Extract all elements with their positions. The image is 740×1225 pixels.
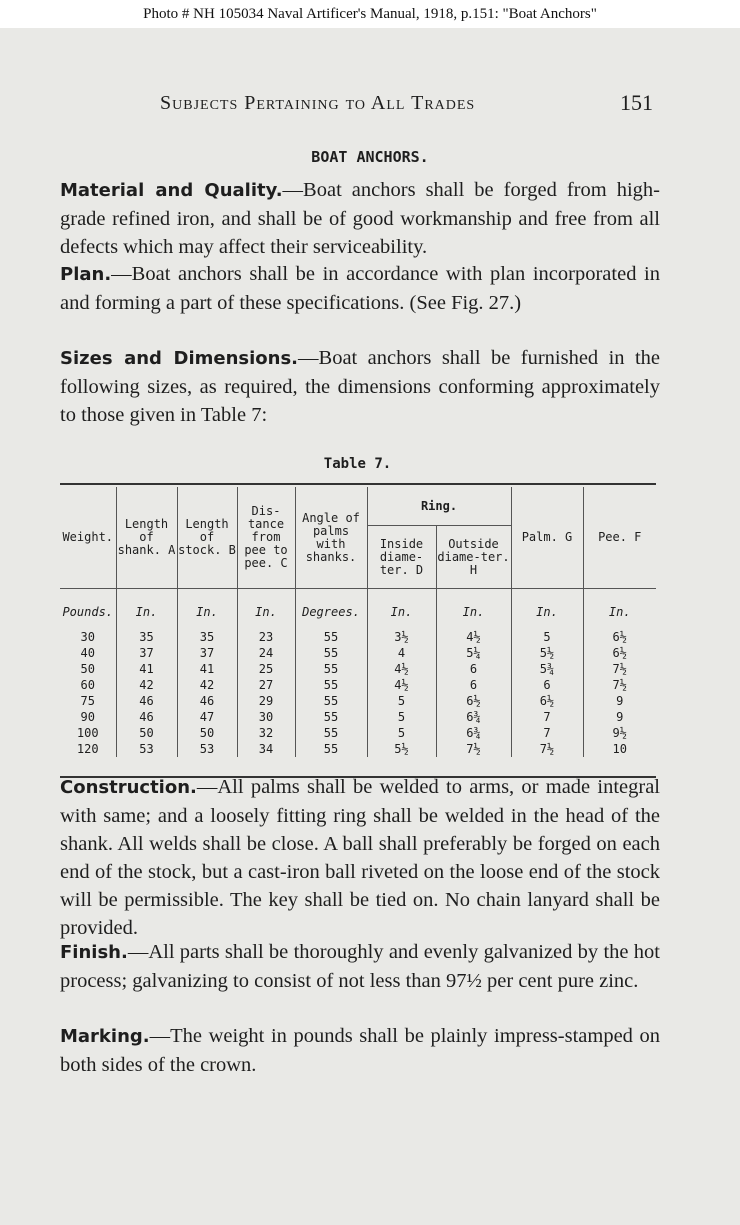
paragraph-body: —All parts shall be thoroughly and evenly galvanized by the hot process; galvanizing to consist of not less than 97½ per cent pure zinc. [60, 941, 660, 992]
table-row [60, 677, 656, 693]
table-cell: 5½ [367, 741, 436, 757]
table-cell: 5 [367, 693, 436, 709]
table-cell: 42 [116, 677, 177, 693]
table-cell: 47 [177, 709, 237, 725]
table-cell: 7 [511, 725, 583, 741]
table-cell: 27 [237, 677, 295, 693]
table-cell: 55 [295, 629, 367, 645]
table-cell: 5½ [511, 645, 583, 661]
table-row [60, 709, 656, 725]
table-cell: 42 [177, 677, 237, 693]
book-page [0, 28, 740, 1225]
table-cell: 55 [295, 725, 367, 741]
table-cell: 46 [116, 693, 177, 709]
paragraph-sizes [60, 344, 660, 429]
table-cell: 50 [80, 662, 95, 676]
table-cell: 120 [76, 742, 99, 756]
table-cell: 53 [177, 741, 237, 757]
paragraph-body: —Boat anchors shall be forged from high-grade refined iron, and shall be of good workmanship and free from all defects which may affect their serviceability. [60, 179, 660, 258]
table-cell: 9 [583, 709, 656, 725]
unit-cell: In. [436, 589, 511, 630]
table-top-rule [60, 483, 656, 485]
paragraph-heading: Sizes and Dimensions. [60, 348, 299, 369]
paragraph-body: —All palms shall be welded to arms, or made integral with same; and a loosely fitting ring shall be welded in the head of the shank. All welds shall be close. A ball shall preferably be forged on each end of the stock, but a cast-iron ball riveted on the loose end of the stock will be permissible. The key shall be tied on. No chain lanyard shall be provided. [60, 776, 660, 939]
table-cell: 5¼ [436, 645, 511, 661]
running-head: Subjects Pertaining to All Trades [160, 92, 476, 114]
table-cell: 30 [237, 709, 295, 725]
table-cell: 41 [116, 661, 177, 677]
table-cell: 25 [237, 661, 295, 677]
table-cell: 55 [295, 661, 367, 677]
table-cell: 4½ [436, 629, 511, 645]
table-cell: 75 [80, 694, 95, 708]
table-cell: 46 [116, 709, 177, 725]
table-cell: 7½ [583, 677, 656, 693]
table-row [60, 741, 656, 757]
table-cell: 7 [511, 709, 583, 725]
table-cell: 9½ [583, 725, 656, 741]
photo-caption: Photo # NH 105034 Naval Artificer's Manual, 1918, p.151: "Boat Anchors" [0, 0, 740, 28]
table-cell: 29 [237, 693, 295, 709]
table-cell: 6 [436, 677, 511, 693]
table-title: Table 7. [323, 456, 392, 472]
paragraph-heading: Construction. [60, 777, 197, 798]
table-cell: 7½ [583, 661, 656, 677]
table-cell: 50 [177, 725, 237, 741]
paragraph-heading: Finish. [60, 942, 128, 963]
unit-cell: In. [583, 589, 656, 630]
header-angle: Angle of palms with shanks. [295, 487, 367, 589]
table-cell: 60 [80, 678, 95, 692]
header-distance: Dis-tance from pee to pee. C [237, 487, 295, 589]
table-row [60, 725, 656, 741]
section-title: BOAT ANCHORS. [311, 148, 429, 166]
table-cell: 90 [80, 710, 95, 724]
paragraph-plan [60, 260, 660, 317]
table-cell: 6½ [583, 645, 656, 661]
page-number: 151 [620, 90, 653, 115]
table-cell: 46 [177, 693, 237, 709]
table-cell: 6 [436, 661, 511, 677]
table-cell: 10 [583, 741, 656, 757]
table-cell: 35 [177, 629, 237, 645]
table-cell: 32 [237, 725, 295, 741]
table-cell: 55 [295, 693, 367, 709]
unit-cell: Degrees. [295, 589, 367, 630]
table-cell: 53 [116, 741, 177, 757]
table-cell: 35 [116, 629, 177, 645]
table-cell: 3½ [367, 629, 436, 645]
table-row [60, 693, 656, 709]
table-cell: 55 [295, 741, 367, 757]
table-cell: 4 [367, 645, 436, 661]
table-cell: 37 [116, 645, 177, 661]
unit-cell: In. [116, 589, 177, 630]
paragraph-heading: Material and Quality. [60, 180, 283, 201]
table-cell: 40 [80, 646, 95, 660]
paragraph-construction [60, 773, 660, 942]
unit-cell: In. [367, 589, 436, 630]
table-cell: 6½ [436, 693, 511, 709]
table-cell: 23 [237, 629, 295, 645]
header-pee: Pee. F [583, 487, 656, 589]
header-ring: Ring. [367, 487, 511, 526]
table-cell: 55 [295, 645, 367, 661]
table-cell: 5¾ [511, 661, 583, 677]
header-outside: Outside diame-ter. H [436, 526, 511, 589]
table-cell: 55 [295, 677, 367, 693]
header-stock: Length of stock. B [177, 487, 237, 589]
table-cell: 4½ [367, 677, 436, 693]
header-inside: Inside diame-ter. D [367, 526, 436, 589]
dimensions-table [60, 487, 656, 757]
paragraph-heading: Marking. [60, 1026, 150, 1047]
table-cell: 5 [367, 725, 436, 741]
paragraph-marking [60, 1022, 660, 1079]
table-cell: 6½ [511, 693, 583, 709]
table-cell: 100 [76, 726, 99, 740]
paragraph-material [60, 176, 660, 261]
table-cell: 5 [367, 709, 436, 725]
unit-cell: Pounds. [62, 605, 114, 619]
table-cell: 7½ [436, 741, 511, 757]
table-cell: 6 [511, 677, 583, 693]
table-cell: 34 [237, 741, 295, 757]
table-cell: 55 [295, 709, 367, 725]
unit-cell: In. [177, 589, 237, 630]
paragraph-body: —Boat anchors shall be furnished in the following sizes, as required, the dimensions conforming approximately to those given in Table 7: [60, 347, 660, 426]
paragraph-body: —Boat anchors shall be in accordance with plan incorporated in and forming a part of these specifications. (See Fig. 27.) [60, 263, 660, 314]
table-cell: 9 [583, 693, 656, 709]
units-row [60, 589, 656, 630]
table-cell: 5 [511, 629, 583, 645]
table-cell: 4½ [367, 661, 436, 677]
table-cell: 6¾ [436, 709, 511, 725]
unit-cell: In. [237, 589, 295, 630]
unit-cell: In. [511, 589, 583, 630]
header-weight: Weight. [62, 530, 114, 544]
table-cell: 41 [177, 661, 237, 677]
table-cell: 6¾ [436, 725, 511, 741]
paragraph-heading: Plan. [60, 264, 112, 285]
table-row [60, 645, 656, 661]
table-cell: 6½ [583, 629, 656, 645]
table-cell: 37 [177, 645, 237, 661]
table-cell: 24 [237, 645, 295, 661]
paragraph-body: —The weight in pounds shall be plainly impress-stamped on both sides of the crown. [60, 1025, 660, 1076]
header-palm: Palm. G [511, 487, 583, 589]
table-cell: 30 [80, 630, 95, 644]
header-shank: Length of shank. A [116, 487, 177, 589]
table-cell: 7½ [511, 741, 583, 757]
table-row [60, 629, 656, 645]
table-cell: 50 [116, 725, 177, 741]
paragraph-finish [60, 938, 660, 995]
table-row [60, 661, 656, 677]
